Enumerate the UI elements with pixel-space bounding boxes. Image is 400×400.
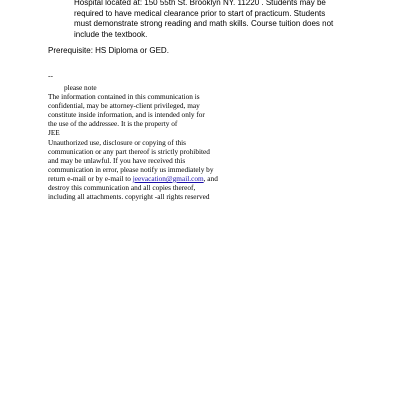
course-line: Hospital located at: 150 55th St. Brooklyn NY. 11220 . Students may be — [74, 0, 326, 7]
notice-line: destroy this communication and all copies thereof, — [48, 183, 196, 193]
course-description — [74, 0, 364, 40]
notice-line: confidential, may be attorney-client privileged, may — [48, 101, 200, 111]
notice-line: communication or any part thereof is strictly prohibited — [48, 146, 210, 156]
email-line-suffix: , and — [203, 173, 218, 183]
notice-line: communication in error, please notify us immediately by — [48, 164, 214, 174]
prerequisite-text: Prerequisite: HS Diploma or GED. — [48, 46, 169, 55]
notice-line: JEE — [48, 128, 60, 138]
signature-separator: -- — [48, 71, 53, 80]
course-line: required to have medical clearance prior to start of practicum. Students — [74, 8, 326, 18]
confidentiality-notice — [48, 83, 288, 201]
email-link[interactable]: jeevacation@gmail.com — [132, 173, 204, 183]
course-line: must demonstrate strong reading and math skills. Course tuition does not — [74, 19, 334, 29]
notice-line: Unauthorized use, disclosure or copying of this — [48, 137, 187, 147]
notice-line: including all attachments. copyright -all rights reserved — [48, 192, 210, 202]
notice-line: The information contained in this communication is — [48, 92, 200, 102]
email-line-prefix: return e-mail or by e-mail to — [48, 173, 133, 183]
notice-line: the use of the addressee. It is the property of — [48, 119, 178, 129]
notice-heading: please note — [64, 83, 97, 92]
notice-line: constitute inside information, and is intended only for — [48, 110, 205, 120]
course-line: include the textbook. — [74, 29, 148, 39]
notice-email-line — [48, 174, 288, 183]
notice-line: and may be unlawful. If you have received this — [48, 155, 186, 165]
